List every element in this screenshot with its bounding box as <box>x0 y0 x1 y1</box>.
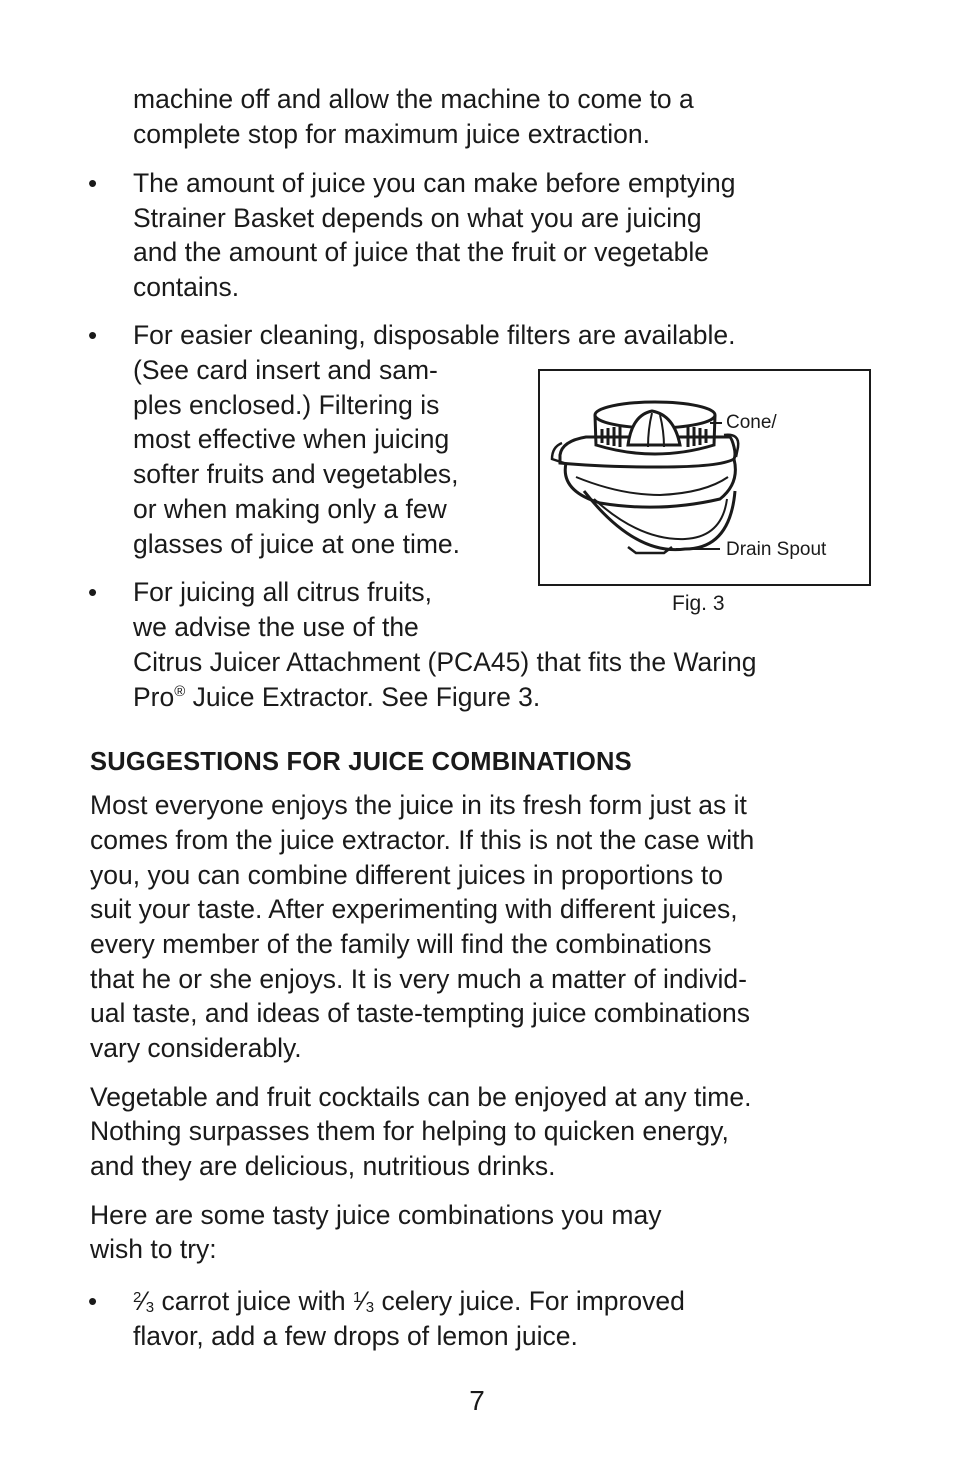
para1-line-3: you, you can combine different juices in proportions to <box>90 860 723 890</box>
para2-line-3: and they are delicious, nutritious drinks. <box>90 1151 556 1181</box>
bullet-citrus-line-4 <box>133 680 540 715</box>
bullet-filters-line-5: softer fruits and vegetables, <box>133 459 459 489</box>
intro-line-2: complete stop for maximum juice extraction. <box>133 119 650 149</box>
bullet-combo-marker: • <box>88 1286 98 1316</box>
para3-line-2: wish to try: <box>90 1234 217 1264</box>
bullet-filters-line-2: (See card insert and sam- <box>133 355 438 385</box>
intro-line-1: machine off and allow the machine to come to a <box>133 84 694 114</box>
fraction-numerator: 2 <box>133 1289 142 1306</box>
bullet-citrus-line-3: Citrus Juicer Attachment (PCA45) that fits the Waring <box>133 647 757 677</box>
bullet-filters-line-7: glasses of juice at one time. <box>133 529 461 559</box>
bullet-filters-line-6: or when making only a few <box>133 494 447 524</box>
bullet-amount-line-4: contains. <box>133 272 240 302</box>
bullet-citrus-marker: • <box>88 577 98 607</box>
para2-line-2: Nothing surpasses them for helping to quicken energy, <box>90 1116 729 1146</box>
fraction-denominator: 3 <box>365 1299 375 1316</box>
bullet-amount-line-1: The amount of juice you can make before emptying <box>133 168 736 198</box>
figure-3-box <box>538 369 871 586</box>
para1-line-6: that he or she enjoys. It is very much a matter of individ- <box>90 964 747 994</box>
para1-line-5: every member of the family will find the combinations <box>90 929 712 959</box>
para1-line-8: vary considerably. <box>90 1033 302 1063</box>
pro-text: Pro <box>133 682 175 712</box>
para1-line-7: ual taste, and ideas of taste-tempting juice combinations <box>90 998 750 1028</box>
para1-line-2: comes from the juice extractor. If this is not the case with <box>90 825 755 855</box>
bullet-filters-line-3: ples enclosed.) Filtering is <box>133 390 440 420</box>
label-drain-spout: Drain Spout <box>726 539 827 560</box>
fraction-denominator: 3 <box>145 1299 155 1316</box>
extractor-text: Juice Extractor. See Figure 3. <box>185 682 541 712</box>
page-number: 7 <box>469 1385 485 1416</box>
para1-line-4: suit your taste. After experimenting with different juices, <box>90 894 738 924</box>
label-cone: Cone/ <box>726 412 777 433</box>
bullet-citrus-line-2: we advise the use of the <box>133 612 419 642</box>
bullet-citrus-line-1: For juicing all citrus fruits, <box>133 577 432 607</box>
para3-line-1: Here are some tasty juice combinations you may <box>90 1200 662 1230</box>
combo-text-1: carrot juice with <box>154 1286 353 1316</box>
para1-line-1: Most everyone enjoys the juice in its fresh form just as it <box>90 790 747 820</box>
combo-line-2: flavor, add a few drops of lemon juice. <box>133 1321 578 1351</box>
bullet-filters-line-1: For easier cleaning, disposable filters are available. <box>133 320 736 350</box>
registered-mark: ® <box>174 683 186 700</box>
bullet-filters-marker: • <box>88 320 98 350</box>
combo-text-2: celery juice. For improved <box>374 1286 685 1316</box>
combo-line-1 <box>133 1284 685 1319</box>
section-heading: SUGGESTIONS FOR JUICE COMBINATIONS <box>90 748 632 776</box>
para2-line-1: Vegetable and fruit cocktails can be enjoyed at any time. <box>90 1082 752 1112</box>
fraction-numerator: 1 <box>352 1289 362 1306</box>
bullet-filters-line-4: most effective when juicing <box>133 424 450 454</box>
fraction-two-thirds: $^2⁄_3$ <box>133 1286 155 1316</box>
bullet-amount-line-2: Strainer Basket depends on what you are juicing <box>133 203 702 233</box>
bullet-amount-line-3: and the amount of juice that the fruit or vegetable <box>133 237 710 267</box>
bullet-amount-marker: • <box>88 168 98 198</box>
fraction-one-third: $^1⁄_3$ <box>352 1286 375 1316</box>
figure-caption: Fig. 3 <box>672 592 725 615</box>
